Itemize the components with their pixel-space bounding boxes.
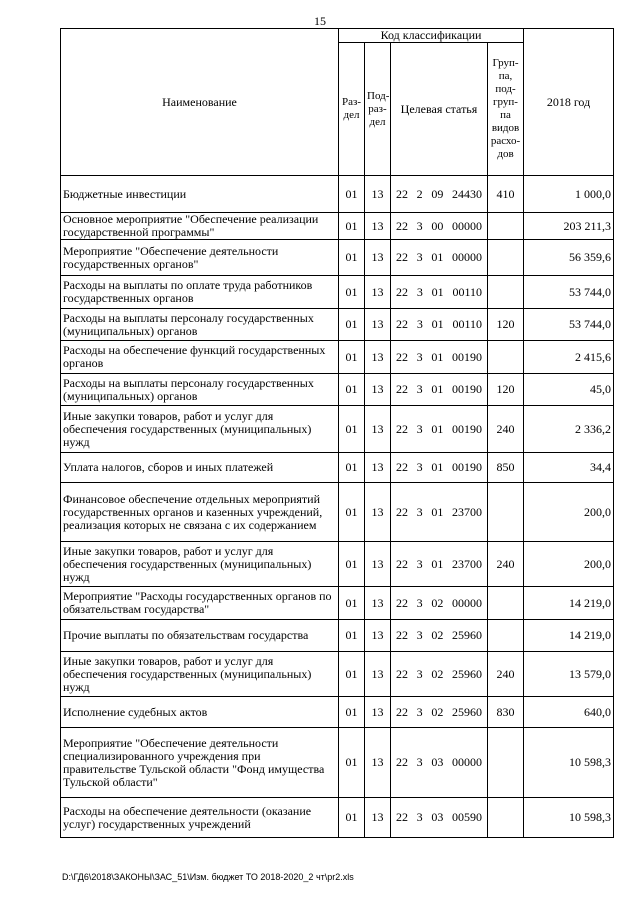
header-classification: Код классификации xyxy=(339,29,524,43)
row-name: Иные закупки товаров, работ и услуг для обеспечения государственных (муниципальных) нужд xyxy=(61,542,339,587)
row-amount: 14 219,0 xyxy=(524,620,614,652)
row-section: 01 xyxy=(339,341,365,374)
table-row xyxy=(61,587,614,620)
target-article-direction: 00000 xyxy=(451,755,482,769)
target-article-direction: 00190 xyxy=(451,421,482,436)
row-name: Исполнение судебных актов xyxy=(61,697,339,728)
row-subsection: 13 xyxy=(365,309,391,341)
row-subsection: 13 xyxy=(365,176,391,213)
row-amount: 34,4 xyxy=(524,453,614,483)
target-article-direction: 00590 xyxy=(451,810,482,824)
target-article-program: 22 xyxy=(396,595,408,610)
target-article-subprogram: 3 xyxy=(416,421,423,436)
target-article-parts xyxy=(393,351,485,364)
target-article-subprogram: 3 xyxy=(416,628,423,642)
row-expense-group xyxy=(488,798,524,838)
target-article-parts xyxy=(393,188,485,201)
target-article-direction: 25960 xyxy=(451,666,482,681)
row-subsection: 13 xyxy=(365,728,391,798)
table-row xyxy=(61,798,614,838)
target-article-event: 02 xyxy=(431,628,444,642)
target-article-event: 02 xyxy=(431,666,444,681)
target-article-parts xyxy=(393,506,485,519)
row-target-article xyxy=(391,276,488,309)
table-row xyxy=(61,652,614,697)
table-row xyxy=(61,309,614,341)
row-expense-group: 240 xyxy=(488,652,524,697)
row-section: 01 xyxy=(339,542,365,587)
row-target-article xyxy=(391,240,488,276)
target-article-parts xyxy=(393,597,485,610)
target-article-program: 22 xyxy=(396,382,408,396)
row-amount: 56 359,6 xyxy=(524,240,614,276)
row-section: 01 xyxy=(339,697,365,728)
footer-file-path: D:\ГД6\2018\ЗАКОНЫ\ЗАС_51\Изм. бюджет ТО 2018-2020_2 чт\pr2.xls xyxy=(62,872,354,882)
row-name: Иные закупки товаров, работ и услуг для обеспечения государственных (муниципальных) нужд xyxy=(61,406,339,453)
target-article-parts xyxy=(393,558,485,571)
row-section: 01 xyxy=(339,276,365,309)
row-section: 01 xyxy=(339,309,365,341)
row-section: 01 xyxy=(339,213,365,240)
row-expense-group xyxy=(488,341,524,374)
target-article-parts xyxy=(393,811,485,824)
row-expense-group xyxy=(488,213,524,240)
row-target-article xyxy=(391,728,488,798)
row-subsection: 13 xyxy=(365,406,391,453)
row-amount: 640,0 xyxy=(524,697,614,728)
target-article-parts xyxy=(393,629,485,642)
target-article-direction: 25960 xyxy=(451,628,482,642)
target-article-program: 22 xyxy=(396,349,408,364)
row-name: Расходы на выплаты персоналу государственных (муниципальных) органов xyxy=(61,309,339,341)
row-name: Расходы на обеспечение функций государственных органов xyxy=(61,341,339,374)
target-article-direction: 00190 xyxy=(451,460,482,474)
target-article-direction: 23700 xyxy=(451,504,482,519)
target-article-event: 00 xyxy=(431,218,444,233)
target-article-event: 03 xyxy=(431,755,444,769)
header-year: 2018 год xyxy=(524,29,614,176)
row-amount: 45,0 xyxy=(524,374,614,406)
row-target-article xyxy=(391,652,488,697)
target-article-subprogram: 3 xyxy=(416,704,423,719)
target-article-subprogram: 2 xyxy=(416,186,423,201)
row-expense-group xyxy=(488,587,524,620)
target-article-event: 01 xyxy=(431,460,444,474)
target-article-program: 22 xyxy=(396,317,408,331)
row-section: 01 xyxy=(339,240,365,276)
target-article-event: 01 xyxy=(431,250,444,264)
row-section: 01 xyxy=(339,620,365,652)
target-article-program: 22 xyxy=(396,556,408,571)
header-name: Наименование xyxy=(61,29,339,176)
row-amount: 53 744,0 xyxy=(524,309,614,341)
row-section: 01 xyxy=(339,483,365,542)
row-amount: 14 219,0 xyxy=(524,587,614,620)
table-body xyxy=(61,176,614,838)
target-article-subprogram: 3 xyxy=(416,349,423,364)
target-article-subprogram: 3 xyxy=(416,810,423,824)
target-article-subprogram: 3 xyxy=(416,382,423,396)
row-name: Расходы на обеспечение деятельности (оказание услуг) государственных учреждений xyxy=(61,798,339,838)
row-target-article xyxy=(391,483,488,542)
row-section: 01 xyxy=(339,587,365,620)
row-target-article xyxy=(391,697,488,728)
row-expense-group xyxy=(488,240,524,276)
table-row xyxy=(61,213,614,240)
target-article-direction: 00000 xyxy=(451,218,482,233)
target-article-event: 01 xyxy=(431,284,444,299)
budget-table xyxy=(60,28,614,838)
row-subsection: 13 xyxy=(365,213,391,240)
row-name: Бюджетные инвестиции xyxy=(61,176,339,213)
target-article-program: 22 xyxy=(396,460,408,474)
row-name: Расходы на выплаты персоналу государственных (муниципальных) органов xyxy=(61,374,339,406)
table-row xyxy=(61,697,614,728)
target-article-subprogram: 3 xyxy=(416,595,423,610)
row-name: Иные закупки товаров, работ и услуг для обеспечения государственных (муниципальных) нужд xyxy=(61,652,339,697)
table-row xyxy=(61,176,614,213)
target-article-event: 03 xyxy=(431,810,444,824)
row-amount: 10 598,3 xyxy=(524,798,614,838)
table-row xyxy=(61,620,614,652)
row-expense-group: 120 xyxy=(488,309,524,341)
row-name: Мероприятие "Обеспечение деятельности специализированного учреждения при правительстве Тульской области "Фонд имущества Тульской области" xyxy=(61,728,339,798)
target-article-parts xyxy=(393,286,485,299)
target-article-parts xyxy=(393,220,485,233)
table-row xyxy=(61,341,614,374)
table-row xyxy=(61,483,614,542)
row-subsection: 13 xyxy=(365,453,391,483)
header-section: Раз-дел xyxy=(339,43,365,176)
row-amount: 200,0 xyxy=(524,542,614,587)
row-section: 01 xyxy=(339,652,365,697)
target-article-parts xyxy=(393,668,485,681)
target-article-event: 01 xyxy=(431,556,444,571)
target-article-parts xyxy=(393,756,485,769)
target-article-program: 22 xyxy=(396,186,408,201)
row-subsection: 13 xyxy=(365,240,391,276)
row-target-article xyxy=(391,798,488,838)
target-article-parts xyxy=(393,383,485,396)
header-target-article: Целевая статья xyxy=(391,43,488,176)
table-row xyxy=(61,374,614,406)
table-row xyxy=(61,406,614,453)
target-article-direction: 25960 xyxy=(451,704,482,719)
row-subsection: 13 xyxy=(365,542,391,587)
row-name: Мероприятие "Обеспечение деятельности государственных органов" xyxy=(61,240,339,276)
header-expense-group: Груп-па, под-груп-па видов расхо-дов xyxy=(488,43,524,176)
row-section: 01 xyxy=(339,406,365,453)
row-subsection: 13 xyxy=(365,697,391,728)
target-article-parts xyxy=(393,461,485,474)
row-subsection: 13 xyxy=(365,798,391,838)
row-target-article xyxy=(391,620,488,652)
row-name: Прочие выплаты по обязательствам государства xyxy=(61,620,339,652)
target-article-program: 22 xyxy=(396,755,408,769)
row-name: Уплата налогов, сборов и иных платежей xyxy=(61,453,339,483)
row-expense-group xyxy=(488,620,524,652)
target-article-direction: 00000 xyxy=(451,595,482,610)
row-subsection: 13 xyxy=(365,374,391,406)
row-amount: 1 000,0 xyxy=(524,176,614,213)
target-article-program: 22 xyxy=(396,218,408,233)
table-row xyxy=(61,276,614,309)
target-article-event: 09 xyxy=(431,186,444,201)
row-target-article xyxy=(391,453,488,483)
row-section: 01 xyxy=(339,453,365,483)
row-subsection: 13 xyxy=(365,341,391,374)
row-expense-group xyxy=(488,728,524,798)
row-target-article xyxy=(391,341,488,374)
row-subsection: 13 xyxy=(365,483,391,542)
row-subsection: 13 xyxy=(365,276,391,309)
row-amount: 53 744,0 xyxy=(524,276,614,309)
target-article-program: 22 xyxy=(396,810,408,824)
row-expense-group: 240 xyxy=(488,406,524,453)
row-name: Мероприятие "Расходы государственных органов по обязательствам государства" xyxy=(61,587,339,620)
target-article-subprogram: 3 xyxy=(416,504,423,519)
row-target-article xyxy=(391,542,488,587)
row-amount: 10 598,3 xyxy=(524,728,614,798)
target-article-direction: 23700 xyxy=(451,556,482,571)
row-amount: 200,0 xyxy=(524,483,614,542)
target-article-direction: 00190 xyxy=(451,382,482,396)
row-subsection: 13 xyxy=(365,620,391,652)
target-article-event: 01 xyxy=(431,349,444,364)
row-section: 01 xyxy=(339,374,365,406)
target-article-program: 22 xyxy=(396,250,408,264)
target-article-subprogram: 3 xyxy=(416,317,423,331)
target-article-direction: 00190 xyxy=(451,349,482,364)
row-subsection: 13 xyxy=(365,652,391,697)
row-section: 01 xyxy=(339,176,365,213)
target-article-event: 01 xyxy=(431,421,444,436)
row-expense-group: 410 xyxy=(488,176,524,213)
row-section: 01 xyxy=(339,728,365,798)
target-article-parts xyxy=(393,423,485,436)
row-expense-group xyxy=(488,276,524,309)
target-article-event: 01 xyxy=(431,317,444,331)
target-article-subprogram: 3 xyxy=(416,556,423,571)
row-amount: 2 336,2 xyxy=(524,406,614,453)
target-article-program: 22 xyxy=(396,504,408,519)
row-target-article xyxy=(391,406,488,453)
row-expense-group: 240 xyxy=(488,542,524,587)
target-article-subprogram: 3 xyxy=(416,755,423,769)
target-article-program: 22 xyxy=(396,628,408,642)
row-name: Основное мероприятие "Обеспечение реализации государственной программы" xyxy=(61,213,339,240)
row-section: 01 xyxy=(339,798,365,838)
table-row xyxy=(61,240,614,276)
table-row xyxy=(61,728,614,798)
row-name: Финансовое обеспечение отдельных мероприятий государственных органов и казенных учреждений, реализация которых не связана с их содержанием xyxy=(61,483,339,542)
target-article-subprogram: 3 xyxy=(416,284,423,299)
target-article-event: 02 xyxy=(431,595,444,610)
target-article-event: 01 xyxy=(431,382,444,396)
target-article-subprogram: 3 xyxy=(416,460,423,474)
row-expense-group: 120 xyxy=(488,374,524,406)
target-article-parts xyxy=(393,251,485,264)
row-name: Расходы на выплаты по оплате труда работников государственных органов xyxy=(61,276,339,309)
target-article-program: 22 xyxy=(396,666,408,681)
row-target-article xyxy=(391,587,488,620)
row-amount: 203 211,3 xyxy=(524,213,614,240)
target-article-event: 02 xyxy=(431,704,444,719)
target-article-subprogram: 3 xyxy=(416,218,423,233)
target-article-program: 22 xyxy=(396,284,408,299)
target-article-parts xyxy=(393,318,485,331)
row-amount: 2 415,6 xyxy=(524,341,614,374)
header-subsection: Под-раз-дел xyxy=(365,43,391,176)
target-article-direction: 00110 xyxy=(452,317,482,331)
table-row xyxy=(61,542,614,587)
target-article-subprogram: 3 xyxy=(416,250,423,264)
row-subsection: 13 xyxy=(365,587,391,620)
page-number: 15 xyxy=(314,14,326,28)
row-amount: 13 579,0 xyxy=(524,652,614,697)
target-article-direction: 00110 xyxy=(452,284,482,299)
table-row xyxy=(61,453,614,483)
target-article-parts xyxy=(393,706,485,719)
row-expense-group xyxy=(488,483,524,542)
row-target-article xyxy=(391,374,488,406)
target-article-direction: 24430 xyxy=(451,186,482,201)
row-expense-group: 850 xyxy=(488,453,524,483)
target-article-subprogram: 3 xyxy=(416,666,423,681)
row-target-article xyxy=(391,176,488,213)
target-article-event: 01 xyxy=(431,504,444,519)
row-target-article xyxy=(391,213,488,240)
target-article-direction: 00000 xyxy=(451,250,482,264)
row-target-article xyxy=(391,309,488,341)
row-expense-group: 830 xyxy=(488,697,524,728)
target-article-program: 22 xyxy=(396,704,408,719)
target-article-program: 22 xyxy=(396,421,408,436)
